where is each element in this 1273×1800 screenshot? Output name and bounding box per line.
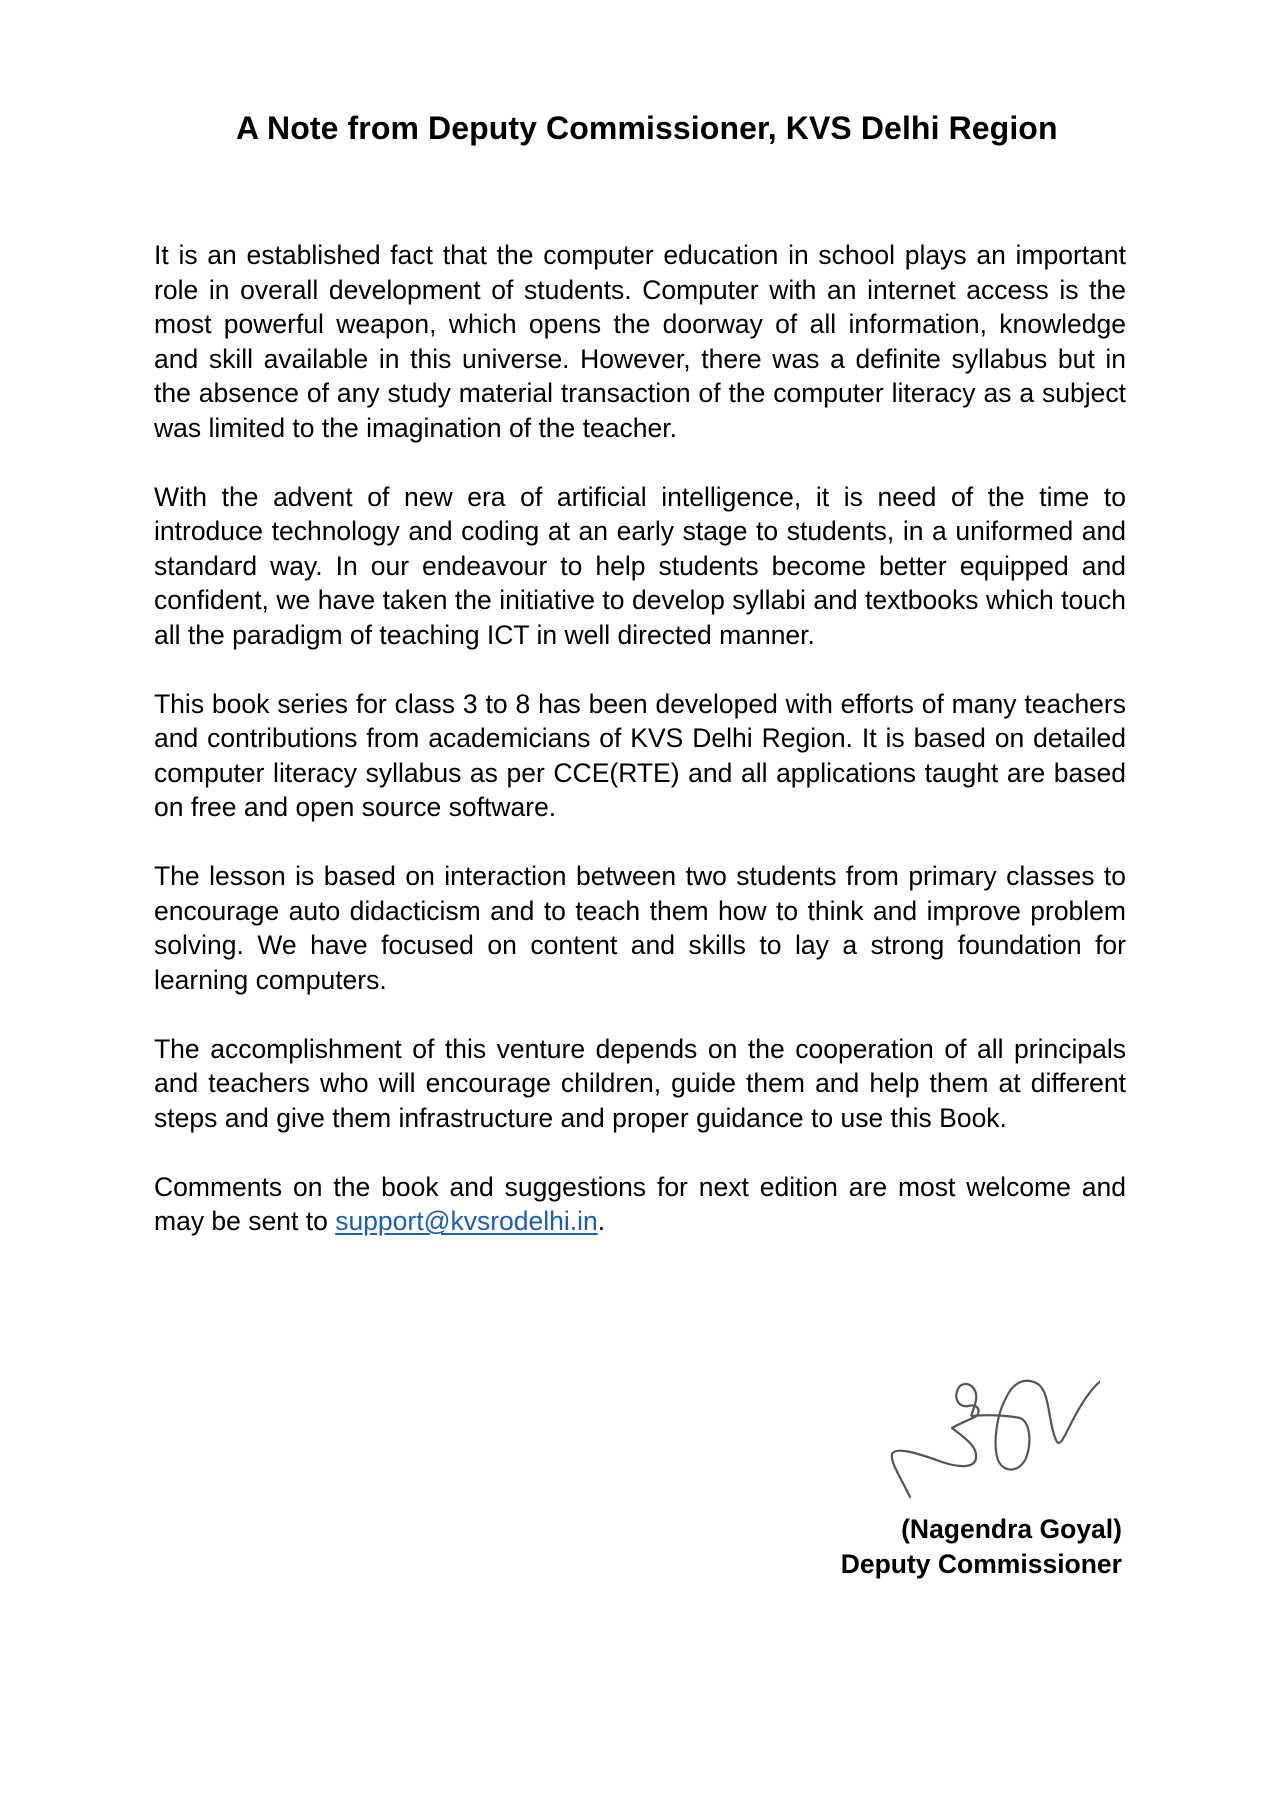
signatory-designation: Deputy Commissioner	[840, 1549, 1122, 1579]
support-email-link[interactable]: support@kvsrodelhi.in	[335, 1206, 598, 1236]
signatory-block	[841, 1512, 1122, 1582]
paragraph-intro: It is an established fact that the computer education in school plays an important role in overall development of students. Computer with an internet access is the most powerful weapon, which opens the doorway of all information, knowledge and skill available in this universe. However, there was a definite syllabus but in the absence of any study material transaction of the computer literacy as a subject was limited to the imagination of the teacher.	[154, 240, 1126, 443]
comments-text: Comments on the book and suggestions for next edition are most welcome and may be sent to	[154, 1171, 1126, 1236]
paragraph-lesson: The lesson is based on interaction between two students from primary classes to encourage auto didacticism and to teach them how to think and improve problem solving. We have focused on content and skills to lay a strong foundation for learning computers.	[154, 861, 1126, 995]
page-title: A Note from Deputy Commissioner, KVS Delhi Region	[236, 110, 1058, 146]
paragraph-book-series: This book series for class 3 to 8 has been developed with efforts of many teachers and contributions from academicians of KVS Delhi Region. It is based on detailed computer literacy syllabus as per CCE(RTE) and all applications taught are based on free and open source software.	[154, 688, 1126, 822]
letter-body	[154, 238, 1126, 1239]
paragraph-accomplishment: The accomplishment of this venture depends on the cooperation of all principals and teachers who will encourage children, guide them and help them at different steps and give them infrastructure and proper guidance to use this Book.	[154, 1033, 1126, 1133]
paragraph-comments	[154, 1170, 1126, 1239]
handwritten-signature-icon	[880, 1362, 1100, 1512]
comments-period: .	[597, 1206, 606, 1236]
paragraph-ai-era: With the advent of new era of artificial intelligence, it is need of the time to introduce technology and coding at an early stage to students, in a uniformed and standard way. In our endeavour to help students become better equipped and confident, we have taken the initiative to develop syllabi and textbooks which touch all the paradigm of teaching ICT in well directed manner.	[154, 481, 1126, 650]
signatory-name: (Nagendra Goyal)	[901, 1514, 1122, 1544]
